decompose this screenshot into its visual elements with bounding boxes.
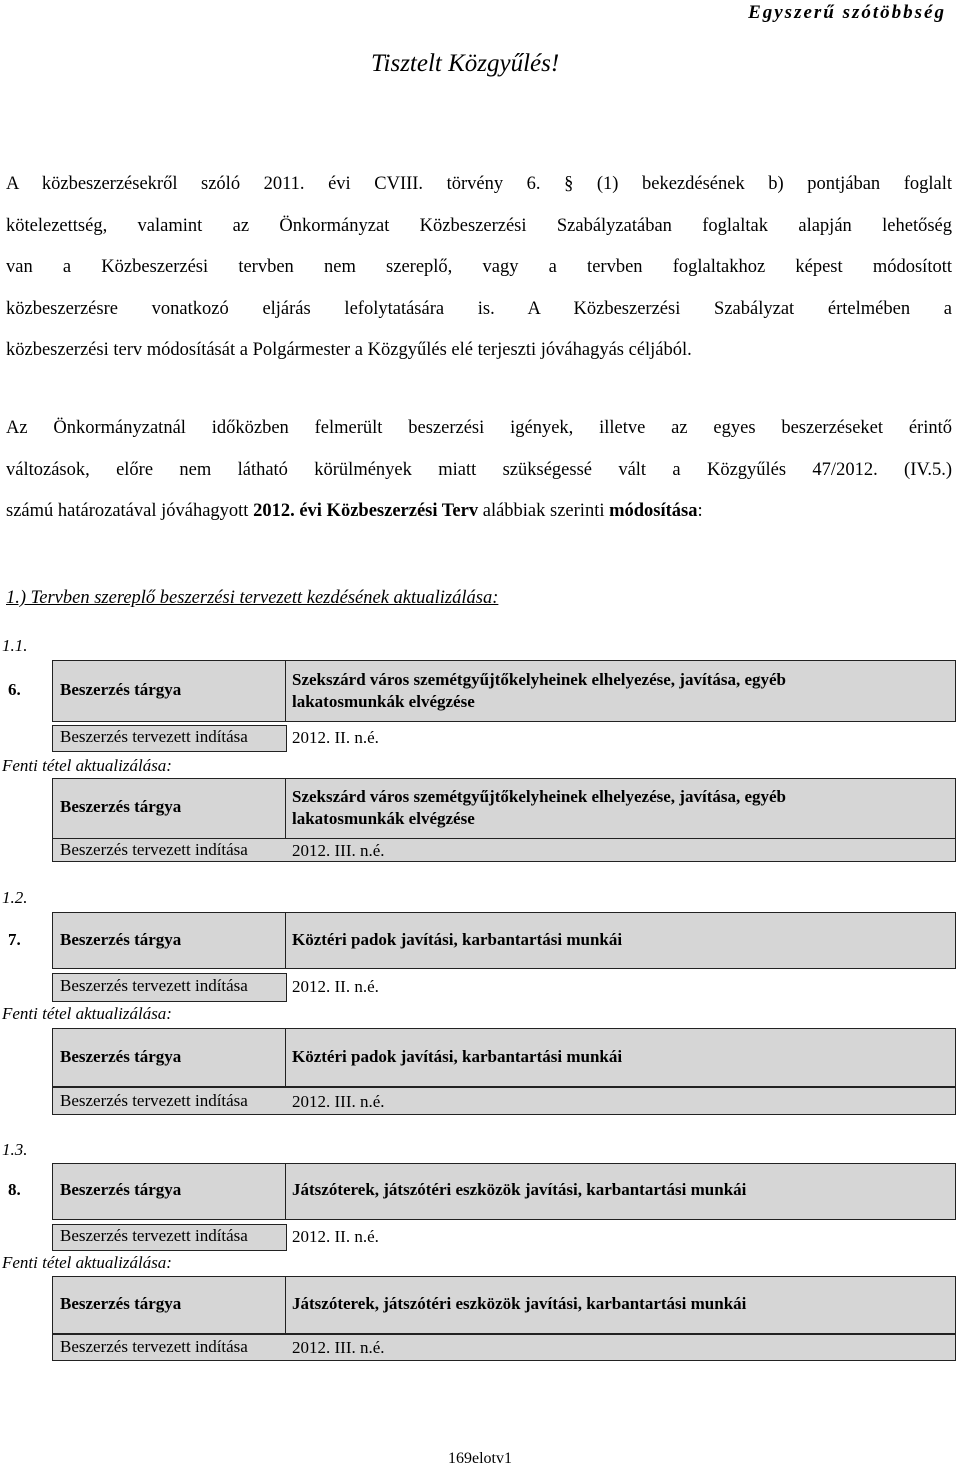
new-start-label: Beszerzés tervezett indítása xyxy=(60,1091,248,1110)
update-label: Fenti tétel aktualizálása: xyxy=(2,1253,172,1272)
item-number: 1.3. xyxy=(2,1140,28,1159)
second-line xyxy=(6,491,952,533)
subject-value xyxy=(292,669,786,713)
new-subject-value xyxy=(292,786,786,830)
subject-line: lakatosmunkák elvégzése xyxy=(292,809,475,828)
item-number: 1.1. xyxy=(2,636,28,655)
new-subject-value: Köztéri padok javítási, karbantartási munkái xyxy=(292,1047,623,1066)
subject-label: Beszerzés tárgya xyxy=(60,930,182,949)
subject-line: Szekszárd város szemétgyűjtőkelyheinek elhelyezése, javítása, egyéb xyxy=(292,787,787,806)
subject-label: Beszerzés tárgya xyxy=(60,680,182,699)
start-value: 2012. II. n.é. xyxy=(292,1227,379,1246)
section-title: 1.) Tervben szereplő beszerzési tervezett kezdésének aktualizálása: xyxy=(6,588,499,608)
item-index: 8. xyxy=(8,1180,21,1199)
text-run: : xyxy=(697,501,703,521)
second-line: változások, előre nem látható körülmények miatt szükségessé vált a Közgyűlés 47/2012. (IV.5.) xyxy=(6,459,952,480)
second-line: Az Önkormányzatnál időközben felmerült beszerzési igények, illetve az egyes beszerzéseket érintő xyxy=(6,418,952,438)
new-subject-value: Játszóterek, játszótéri eszközök javítási, karbantartási munkái xyxy=(292,1294,747,1313)
start-value: 2012. II. n.é. xyxy=(292,728,379,747)
subject-label: Beszerzés tárgya xyxy=(60,1180,182,1199)
update-label: Fenti tétel aktualizálása: xyxy=(2,756,172,775)
intro-line: A közbeszerzésekről szóló 2011. évi CVIII. törvény 6. § (1) bekezdésének b) pontjában foglalt xyxy=(6,174,952,194)
new-start-label: Beszerzés tervezett indítása xyxy=(60,840,248,859)
new-subject-label: Beszerzés tárgya xyxy=(60,1294,182,1313)
start-label: Beszerzés tervezett indítása xyxy=(60,1226,248,1245)
new-subject-label: Beszerzés tárgya xyxy=(60,797,182,816)
intro-line: kötelezettség, valamint az Önkormányzat Közbeszerzési Szabályzatában foglaltak alapján lehetőség xyxy=(6,215,952,236)
page-title: Tisztelt Közgyűlés! xyxy=(371,50,560,77)
intro-line: közbeszerzési terv módosítását a Polgármester a Közgyűlés elé terjeszti jóváhagyás céljából. xyxy=(6,340,692,360)
intro-line: van a Közbeszerzési tervben nem szereplő, vagy a tervben foglaltakhoz képest módosított xyxy=(6,257,952,277)
item-index: 6. xyxy=(8,680,21,699)
new-start-value: 2012. III. n.é. xyxy=(292,1338,385,1357)
subject-value: Köztéri padok javítási, karbantartási munkái xyxy=(292,930,623,949)
text-run: számú határozatával jóváhagyott xyxy=(6,501,254,521)
subject-line: lakatosmunkák elvégzése xyxy=(292,692,475,711)
subject-line: Szekszárd város szemétgyűjtőkelyheinek elhelyezése, javítása, egyéb xyxy=(292,670,787,689)
item-index: 7. xyxy=(8,930,21,949)
new-start-value: 2012. III. n.é. xyxy=(292,841,385,860)
new-start-value: 2012. III. n.é. xyxy=(292,1092,385,1111)
intro-paragraph xyxy=(6,164,952,372)
start-value: 2012. II. n.é. xyxy=(292,977,379,996)
new-subject-label: Beszerzés tárgya xyxy=(60,1047,182,1066)
intro-line: közbeszerzésre vonatkozó eljárás lefolytatására is. A Közbeszerzési Szabályzat értelmében a xyxy=(6,298,952,319)
subject-value: Játszóterek, játszótéri eszközök javítási, karbantartási munkái xyxy=(292,1180,747,1199)
modification-word: módosítása xyxy=(609,501,698,521)
text-run: alábbiak szerinti xyxy=(478,501,610,521)
update-label: Fenti tétel aktualizálása: xyxy=(2,1004,172,1023)
start-label: Beszerzés tervezett indítása xyxy=(60,976,248,995)
new-start-label: Beszerzés tervezett indítása xyxy=(60,1337,248,1356)
second-paragraph xyxy=(6,408,952,533)
majority-label: Egyszerű szótöbbség xyxy=(748,2,946,23)
item-number: 1.2. xyxy=(2,888,28,907)
start-label: Beszerzés tervezett indítása xyxy=(60,727,248,746)
footer-code: 169elotv1 xyxy=(448,1450,512,1467)
plan-name: 2012. évi Közbeszerzési Terv xyxy=(253,501,479,521)
